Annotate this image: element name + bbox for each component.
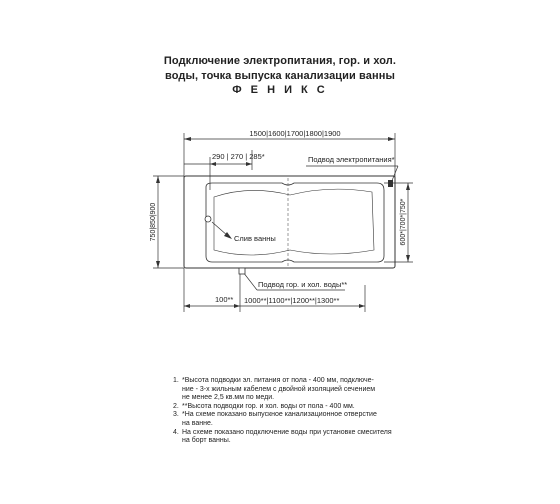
drain-hole-marker [205,216,211,222]
arrowhead [234,304,240,308]
arrowhead [388,137,395,141]
note-line: **Высота подводки гор. и хол. воды от пола - 400 мм. [182,402,355,410]
height-right-label: 600*|700*|750* [400,198,407,246]
water-callout-label: Подвод гор. и хол. воды** [258,280,348,289]
arrowhead [246,162,252,166]
note-item [173,377,423,403]
note-line: на борт ванны. [182,437,231,445]
arrowhead [184,304,190,308]
note-number: 2. [173,402,179,410]
note-item [173,429,423,446]
arrowhead [406,255,410,262]
note-number: 3. [173,411,179,419]
overall-length-label: 1500|1600|1700|1800|1900 [249,129,341,138]
inner-offset-label: 290 | 270 | 285* [212,152,265,161]
left-offset-label: 100** [215,295,234,304]
arrowhead [156,261,160,268]
note-line: на ванне. [182,419,213,427]
note-line: *На схеме показано выпускное канализационное отверстие [182,411,377,419]
note-line: не менее 2,5 кв.мм по меди. [182,394,275,402]
note-item [173,403,423,412]
water-leader-line [243,272,257,290]
arrowhead [224,232,232,239]
drain-callout-label: Слив ванны [234,234,276,243]
bathtub-basin [214,189,374,255]
note-line: На схеме показано подключение воды при установке смесителя [182,428,392,436]
height-left-label: 750|850|900 [150,202,157,242]
bottom-length-label: 1000**|1100**|1200**|1300** [244,296,340,305]
note-item [173,411,423,428]
bathtub-inner-bowl [206,183,384,262]
power-callout-label: Подвод электропитания* [308,155,395,164]
bathtub-outline [184,176,395,268]
water-connection-marker [239,268,245,274]
title-line-1: Подключение электропитания, гор. и хол. [163,55,397,67]
arrowhead [184,137,191,141]
arrowhead [359,304,365,308]
note-line: ние - 3-х жильным кабелем с двойной изоляцией сечением [182,385,376,393]
arrowhead [156,176,160,183]
notes-list [173,377,423,446]
title-line-2: воды, точка выпуска канализации ванны [165,70,395,82]
arrowhead [210,162,216,166]
note-number: 4. [173,428,179,436]
product-name: Ф Е Н И К С [232,84,328,96]
note-line: *Высота подводки эл. питания от пола - 400 мм, подключе- [182,377,374,384]
arrowhead [406,183,410,190]
note-number: 1. [173,377,179,384]
power-connection-marker [388,180,393,187]
